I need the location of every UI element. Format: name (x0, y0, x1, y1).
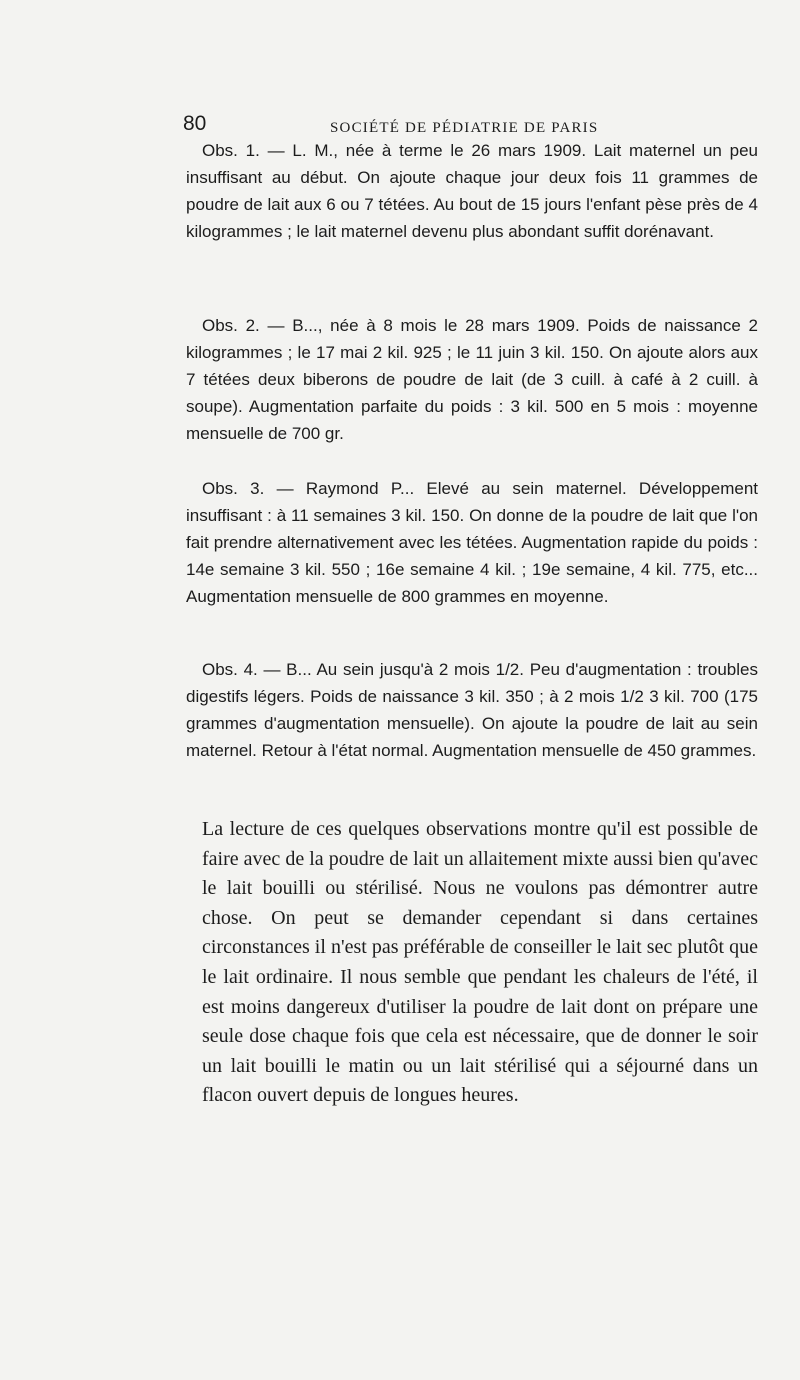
observation-4 (186, 656, 758, 764)
observation-text: — Raymond P... Elevé au sein maternel. Développement insuffisant : à 11 semaines 3 kil. 150. On donne de la poudre de lait que l'on fait prendre alternativement avec les tétées. Augmentation rapide du poids : 14e semaine 3 kil. 550 ; 16e semaine 4 kil. ; 19e semaine, 4 kil. 775, etc... Augmentation mensuelle de 800 grammes en moyenne. (186, 479, 758, 606)
conclusion-paragraph: La lecture de ces quelques observations montre qu'il est possible de faire avec de la poudre de lait un allaitement mixte aussi bien qu'avec le lait bouilli ou stérilisé. Nous ne voulons pas démontrer autre chose. On peut se demander cependant si dans certaines circonstances il n'est pas préférable de conseiller le lait sec plutôt que le lait ordinaire. Il nous semble que pendant les chaleurs de l'été, il est moins dangereux d'utiliser la poudre de lait dont on prépare une seule dose chaque fois que cela est nécessaire, que de donner le soir un lait bouilli le matin ou un lait stérilisé qui a séjourné dans un flacon ouvert depuis de longues heures. (202, 818, 758, 1107)
observation-text: — B... Au sein jusqu'à 2 mois 1/2. Peu d'augmentation : troubles digestifs légers. Poids de naissance 3 kil. 350 ; à 2 mois 1/2 3 kil. 700 (175 grammes d'augmentation mensuelle). On ajoute la poudre de lait au sein maternel. Retour à l'état normal. Augmentation mensuelle de 450 grammes. (186, 660, 758, 760)
observation-label: Obs. 2. (202, 316, 260, 335)
observation-label: Obs. 1. (202, 141, 260, 160)
running-title: SOCIÉTÉ DE PÉDIATRIE DE PARIS (330, 120, 599, 136)
observation-label: Obs. 3. (202, 479, 265, 498)
page-number: 80 (183, 112, 207, 135)
observation-3 (186, 475, 758, 610)
observation-label: Obs. 4. (202, 660, 258, 679)
observation-text: — B..., née à 8 mois le 28 mars 1909. Poids de naissance 2 kilogrammes ; le 17 mai 2 kil. 925 ; le 11 juin 3 kil. 150. On ajoute alors aux 7 tétées deux biberons de poudre de lait (de 3 cuill. à café à 2 cuill. à soupe). Augmentation parfaite du poids : 3 kil. 500 en 5 mois : moyenne mensuelle de 700 gr. (186, 316, 758, 443)
observation-2 (186, 312, 758, 447)
observation-1 (186, 137, 758, 245)
observation-text: — L. M., née à terme le 26 mars 1909. Lait maternel un peu insuffisant au début. On ajoute chaque jour deux fois 11 grammes de poudre de lait aux 6 ou 7 tétées. Au bout de 15 jours l'enfant pèse près de 4 kilogrammes ; le lait maternel devenu plus abondant suffit dorénavant. (186, 141, 758, 241)
